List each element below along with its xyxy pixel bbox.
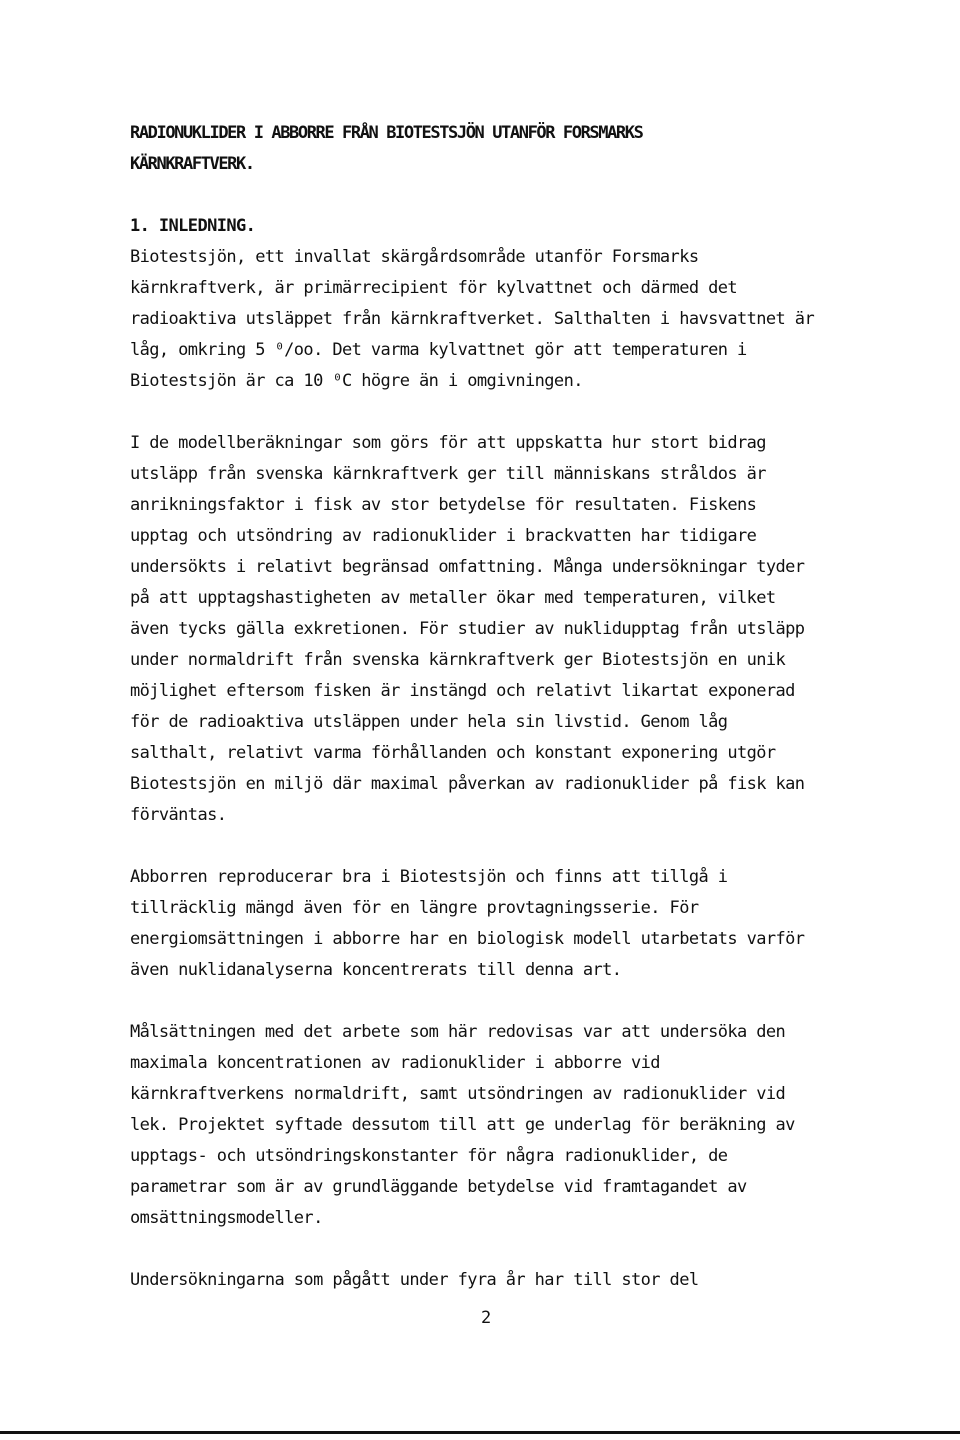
text-line: Biotestsjön är ca 10 ⁰C högre än i omgivningen. <box>130 371 583 391</box>
paragraph-studies <box>130 1265 850 1296</box>
spacer <box>130 831 850 862</box>
text-line: lek. Projektet syftade dessutom till att ge underlag för beräkning av <box>130 1115 795 1135</box>
text-line: Målsättningen med det arbete som här redovisas var att undersöka den <box>130 1022 786 1042</box>
text-line: Biotestsjön, ett invallat skärgårdsområde utanför Forsmarks <box>130 247 699 267</box>
page-number: 2 <box>481 1308 492 1328</box>
spacer <box>130 397 850 428</box>
text-line: Biotestsjön en miljö där maximal påverkan av radionuklider på fisk kan <box>130 774 805 794</box>
text-line: upptags- och utsöndringskonstanter för några radionuklider, de <box>130 1146 728 1166</box>
heading-line: RADIONUKLIDER I ABBORRE FRÅN BIOTESTSJÖN UTANFÖR FORSMARKS <box>130 123 643 143</box>
text-line: anrikningsfaktor i fisk av stor betydelse för resultaten. Fiskens <box>130 495 757 515</box>
text-line: även tycks gälla exkretionen. För studier av nuklidupptag från utsläpp <box>130 619 805 639</box>
paragraph-intro <box>130 242 850 397</box>
heading-line: KÄRNKRAFTVERK. <box>130 154 254 174</box>
paragraph-models <box>130 428 850 831</box>
text-line: Abborren reproducerar bra i Biotestsjön och finns att tillgå i <box>130 867 728 887</box>
document-body <box>130 118 850 1296</box>
document-heading <box>130 118 850 180</box>
text-line: utsläpp från svenska kärnkraftverk ger till människans stråldos är <box>130 464 766 484</box>
spacer <box>130 986 850 1017</box>
paragraph-perch <box>130 862 850 986</box>
bottom-rule <box>0 1431 960 1434</box>
text-line: även nuklidanalyserna koncentrerats till denna art. <box>130 960 622 980</box>
text-line: kärnkraftverk, är primärrecipient för kylvattnet och därmed det <box>130 278 737 298</box>
text-line: låg, omkring 5 ⁰/oo. Det varma kylvattnet gör att temperaturen i <box>130 340 747 360</box>
text-line: salthalt, relativt varma förhållanden och konstant exponering utgör <box>130 743 776 763</box>
text-line: parametrar som är av grundläggande betydelse vid framtagandet av <box>130 1177 747 1197</box>
text-line: energiomsättningen i abborre har en biologisk modell utarbetats varför <box>130 929 805 949</box>
paragraph-objective <box>130 1017 850 1234</box>
text-line: radioaktiva utsläppet från kärnkraftverket. Salthalten i havsvattnet är <box>130 309 815 329</box>
text-line: för de radioaktiva utsläppen under hela sin livstid. Genom låg <box>130 712 728 732</box>
text-line: tillräcklig mängd även för en längre provtagningsserie. För <box>130 898 699 918</box>
text-line: I de modellberäkningar som görs för att uppskatta hur stort bidrag <box>130 433 766 453</box>
text-line: upptag och utsöndring av radionuklider i brackvatten har tidigare <box>130 526 757 546</box>
text-line: omsättningsmodeller. <box>130 1208 323 1228</box>
text-line: maximala koncentrationen av radionuklider i abborre vid <box>130 1053 660 1073</box>
spacer <box>130 180 850 211</box>
section-title: 1. INLEDNING. <box>130 216 256 236</box>
text-line: kärnkraftverkens normaldrift, samt utsöndringen av radionuklider vid <box>130 1084 786 1104</box>
text-line: på att upptagshastigheten av metaller ökar med temperaturen, vilket <box>130 588 776 608</box>
text-line: undersökts i relativt begränsad omfattning. Många undersökningar tyder <box>130 557 805 577</box>
text-line: under normaldrift från svenska kärnkraftverk ger Biotestsjön en unik <box>130 650 786 670</box>
text-line: förväntas. <box>130 805 227 825</box>
text-line: möjlighet eftersom fisken är instängd och relativt likartat exponerad <box>130 681 795 701</box>
text-line: Undersökningarna som pågått under fyra år har till stor del <box>130 1270 699 1290</box>
spacer <box>130 1234 850 1265</box>
